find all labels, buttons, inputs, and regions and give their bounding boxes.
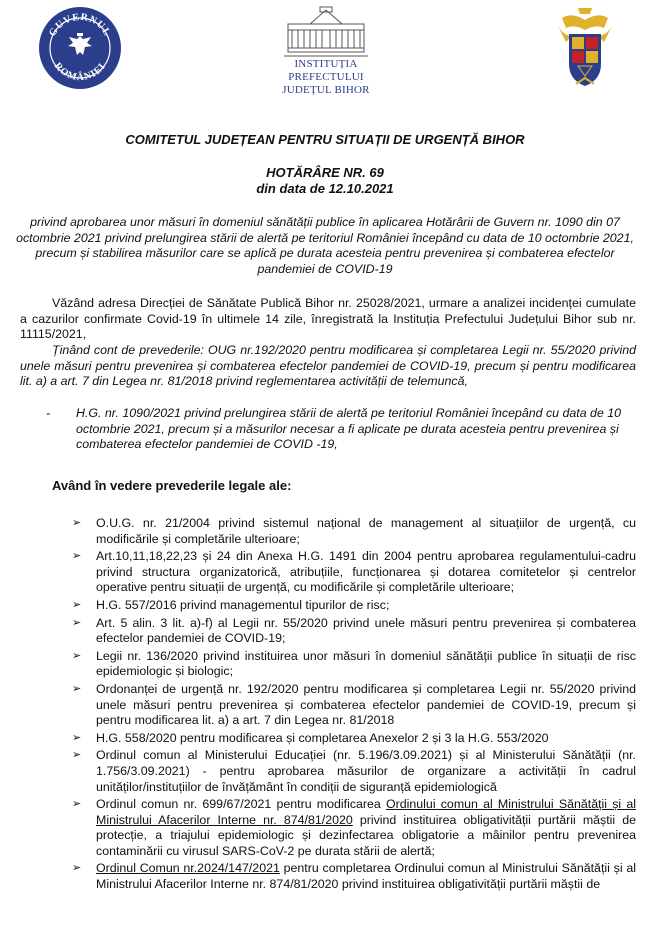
arrow-bullet-icon: ➢ — [72, 598, 82, 611]
list-item-text: Ordinul comun al Ministerului Educației (nr. 5.196/3.09.2021) și al Ministerului Sănătății (nr. 1.756/3.09.2021) - pentru aprobarea măsurilor de organizare a activității în cadrul unităților/instituțiilor de învățământ în condiții de siguranță epidemiologică — [96, 748, 636, 794]
arrow-bullet-icon: ➢ — [72, 749, 82, 762]
prefecture-logo — [262, 4, 390, 96]
arrow-bullet-icon: ➢ — [72, 517, 82, 529]
legal-provisions-heading: Având în vedere prevederile legale ale: — [52, 478, 292, 493]
list-item — [72, 598, 636, 614]
considering-paragraph: Văzând adresa Direcției de Sănătate Publică Bihor nr. 25028/2021, urmare a analizei incidenței cumulate a cazurilor confirmate Covid-19 în ultimele 14 zile, înregistrată la Instituția Prefectului Județului Bihor sub nr. 11115/2021, — [20, 296, 636, 342]
svg-text:GUVERNUL: GUVERNUL — [47, 11, 113, 39]
order-link[interactable]: Ordinul Comun nr.2024/147/2021 — [96, 861, 280, 876]
order-link[interactable]: Ordinului comun al Ministrului Sănătății și al Ministrului Afacerilor Interne nr. 874/81/2020 — [96, 797, 636, 827]
dash-list-text: H.G. nr. 1090/2021 privind prelungirea stării de alertă pe teritoriul României începând cu data de 10 octombrie 2021, precum și a măsurilor necesar a fi aplicate pe durata acesteia pentru prevenirea și combaterea efectelor pandemiei de COVID -19, — [76, 406, 622, 452]
decision-block — [0, 165, 650, 197]
list-item-text: O.U.G. nr. 21/2004 privind sistemul național de management al situațiilor de urgență, cu modificările și completările ulterioare; — [96, 516, 636, 546]
arrow-bullet-icon: ➢ — [72, 731, 82, 744]
committee-title: COMITETUL JUDEȚEAN PENTRU SITUAȚII DE URGENȚĂ BIHOR — [125, 132, 525, 147]
list-item — [72, 797, 636, 859]
institution-name-line2: JUDEȚUL BIHOR — [282, 84, 370, 96]
arrow-bullet-icon: ➢ — [72, 798, 82, 811]
government-seal-logo — [38, 6, 122, 90]
institution-name-line1: INSTITUȚIA PREFECTULUI — [288, 58, 364, 83]
list-item-text-post: pentru completarea Ordinului comun al Ministrului Sănătății și al Ministrului Afacerilor Interne nr. 874/81/2020 privind instituirea obligativității purtării măștii de — [96, 861, 637, 892]
building-icon — [280, 4, 372, 58]
list-item — [72, 616, 636, 647]
dash-marker: - — [46, 406, 51, 420]
legal-provisions-list — [72, 516, 636, 895]
list-item-text: Ordonanței de urgență nr. 192/2020 pentru modificarea și completarea Legii nr. 55/2020 privind unele măsuri pentru prevenirea și combaterea efectelor pandemiei de COVID-19, precum și pentru modificarea lit. a) a art. 7 din Legea nr. 81/2018 — [96, 681, 636, 728]
list-item — [72, 861, 636, 892]
list-item-text: Art. 5 alin. 3 lit. a)-f) al Legii nr. 55/2020 privind unele măsuri pentru prevenirea și combaterea efectelor pandemiei de COVID-19; — [96, 615, 636, 646]
list-item-text: H.G. 557/2016 privind managementul tipurilor de risc; — [96, 597, 390, 612]
coat-of-arms-icon — [556, 4, 614, 94]
list-item-text: Legii nr. 136/2020 privind instituirea unor măsuri în domeniul sănătății publice în situații de risc epidemiologic și biologic; — [96, 648, 636, 679]
dash-list-item — [46, 406, 636, 453]
arrow-bullet-icon: ➢ — [72, 862, 82, 875]
decision-date: din data de 12.10.2021 — [256, 181, 394, 196]
list-item — [72, 731, 636, 747]
list-item-text-post: privind instituirea obligativității purtării măștii de protecție, a triajului epidemiologic și dezinfectarea obligatorie a mâinilor pentru prevenirea contaminării cu virusul SARS-CoV-2 pe durata stării de alertă; — [96, 812, 636, 858]
list-item — [72, 748, 636, 795]
svg-text:ROMÂNIEI: ROMÂNIEI — [51, 60, 109, 84]
provisions-paragraph: Ținând cont de prevederile: OUG nr.192/2020 pentru modificarea și completarea Legii nr. 55/2020 privind unele măsuri pentru prevenirea și combaterea efectelor pandemiei de COVID-19, precum și pentru modificarea lit. a) a art. 7 din Legea nr. 81/2018 privind reglementarea activității de telemuncă, — [20, 343, 636, 389]
list-item — [72, 649, 636, 680]
list-item-text: H.G. 558/2020 pentru modificarea și completarea Anexelor 2 și 3 la H.G. 553/2020 — [96, 730, 549, 745]
decision-number: HOTĂRÂRE NR. 69 — [266, 165, 384, 180]
arrow-bullet-icon: ➢ — [72, 682, 82, 695]
list-item-text-pre: Ordinul comun nr. 699/67/2021 pentru modificarea — [96, 797, 386, 812]
list-item — [72, 516, 636, 547]
arrow-bullet-icon: ➢ — [72, 550, 82, 563]
list-item-text: Art.10,11,18,22,23 și 24 din Anexa H.G. 1491 din 2004 pentru aprobarea regulamentului-cadru privind structura organizatorică, atribuțiile, funcționarea și dotarea comitetelor și centrelor operative pentru situații de urgență, cu modificările și completările ulterioare; — [96, 549, 636, 595]
arrow-bullet-icon: ➢ — [72, 616, 82, 629]
document-header — [0, 0, 650, 110]
list-item — [72, 682, 636, 729]
list-item — [72, 549, 636, 596]
decision-purpose: privind aprobarea unor măsuri în domeniul sănătății publice în aplicarea Hotărârii de Guvern nr. 1090 din 07 octombrie 2021 privind prelungirea stării de alertă pe teritoriul României începând cu data de 10 octombrie 2021, precum și stabilirea măsurilor care se aplică pe durata acesteia pentru prevenirea și combaterea efectelor pandemiei de COVID-19 — [16, 215, 634, 276]
arrow-bullet-icon: ➢ — [72, 649, 82, 662]
